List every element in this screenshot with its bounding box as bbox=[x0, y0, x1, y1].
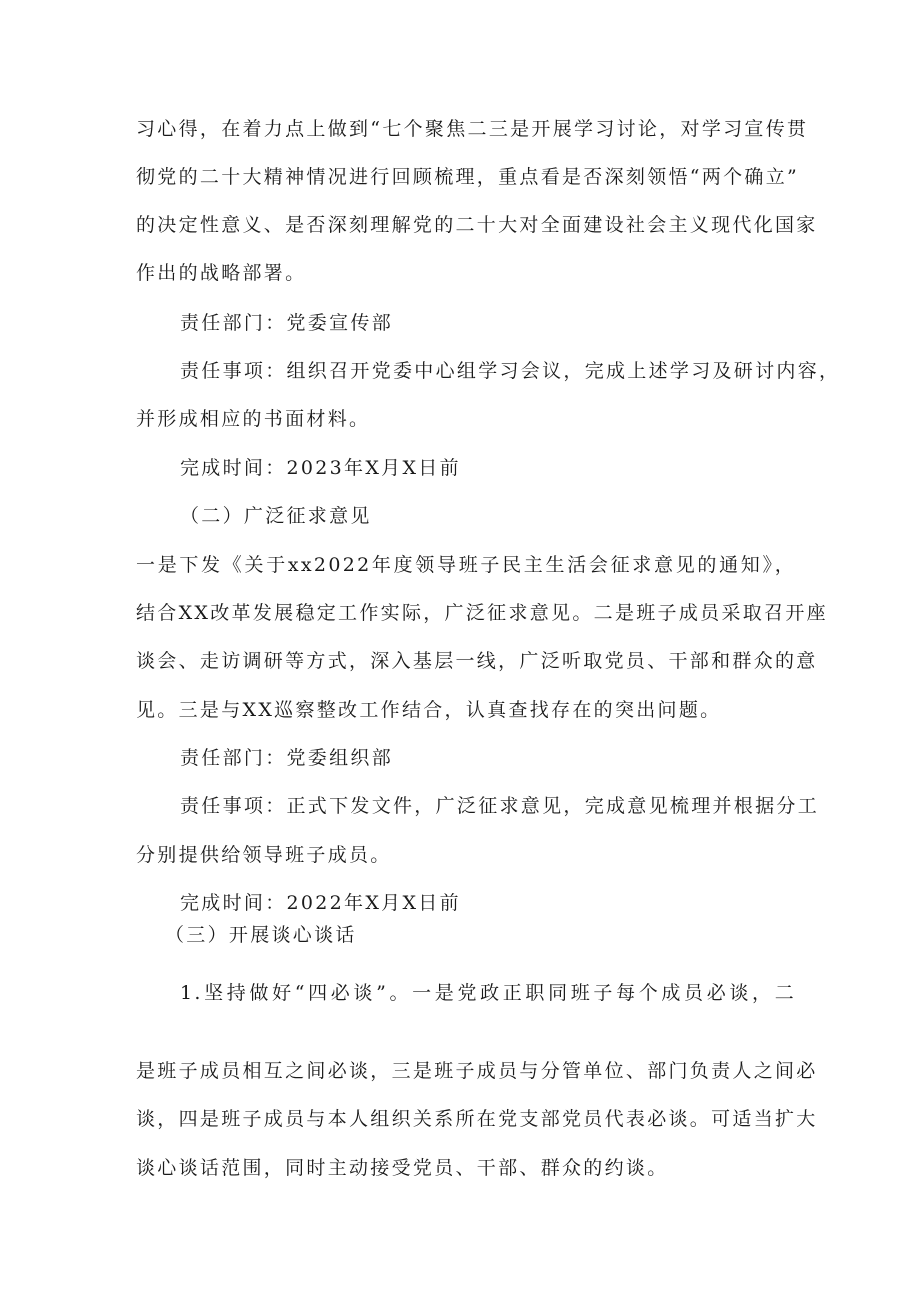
paragraph-line: 谈，四是班子成员与本人组织关系所在党支部党员代表必谈。可适当扩大 bbox=[136, 1108, 818, 1130]
paragraph-line: 谈心谈话范围，同时主动接受党员、干部、群众的约谈。 bbox=[136, 1157, 669, 1179]
responsibility-item-cont: 并形成相应的书面材料。 bbox=[136, 408, 371, 430]
responsible-department: 责任部门：党委宣传部 bbox=[180, 312, 394, 334]
paragraph-line: 谈会、走访调研等方式，深入基层一线，广泛听取党员、干部和群众的意 bbox=[136, 650, 818, 672]
responsibility-item-cont: 分别提供给领导班子成员。 bbox=[136, 844, 392, 866]
section-heading: （二）广泛征求意见 bbox=[180, 505, 372, 527]
paragraph-line: 习心得，在着力点上做到“七个聚焦二三是开展学习讨论，对学习宣传贯 bbox=[136, 118, 809, 140]
paragraph-line: 一是下发《关于xx2022年度领导班子民主生活会征求意见的通知》， bbox=[136, 554, 796, 576]
paragraph-line: 见。三是与XX巡察整改工作结合，认真查找存在的突出问题。 bbox=[136, 699, 722, 721]
paragraph-line: 是班子成员相互之间必谈，三是班子成员与分管单位、部门负责人之间必 bbox=[136, 1060, 818, 1082]
paragraph-line: 结合XX改革发展稳定工作实际，广泛征求意见。二是班子成员采取召开座 bbox=[136, 602, 828, 624]
list-item-first-line: 1.坚持做好“四必谈”。一是党政正职同班子每个成员必谈，二 bbox=[180, 982, 796, 1004]
section-heading: （三）开展谈心谈话 bbox=[165, 924, 357, 946]
paragraph-line: 作出的战略部署。 bbox=[136, 262, 307, 284]
responsible-department: 责任部门：党委组织部 bbox=[180, 747, 394, 769]
responsibility-item: 责任事项：组织召开党委中心组学习会议，完成上述学习及研讨内容， bbox=[180, 360, 841, 382]
paragraph-line: 的决定性意义、是否深刻理解党的二十大对全面建设社会主义现代化国家 bbox=[136, 214, 818, 236]
completion-time: 完成时间：2023年X月X日前 bbox=[180, 457, 461, 479]
responsibility-item: 责任事项：正式下发文件，广泛征求意见，完成意见梳理并根据分工 bbox=[180, 795, 820, 817]
completion-time: 完成时间：2022年X月X日前 bbox=[180, 892, 461, 914]
paragraph-line: 彻党的二十大精神情况进行回顾梳理，重点看是否深刻领悟“两个确立” bbox=[136, 166, 800, 188]
